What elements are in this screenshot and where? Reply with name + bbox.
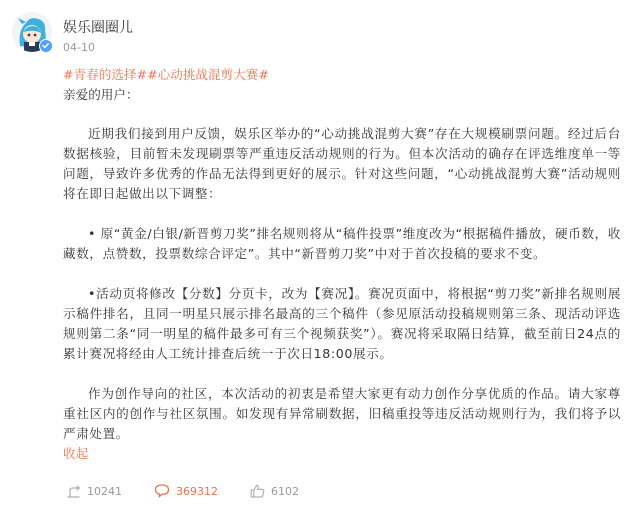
post-greeting: 亲爱的用户：: [63, 87, 139, 102]
post-paragraph: •活动页将修改【分数】分页卡，改为【赛况】。赛况页面中，将根据“剪刀奖”新排名规则展示稿件排名，且同一明星只展示排名最高的三个稿件（参见原活动投稿规则第三条、现活动评选规则第二条“同一明星的稿件最多可有三个视频获奖”）。赛况将采取隔日结算，截至前日24点的累计赛况将经由人工统计排查后统一于次日18:00展示。: [63, 286, 621, 361]
hashtag-link[interactable]: #青春的选择#: [63, 67, 148, 82]
like-button[interactable]: [250, 484, 299, 498]
post-timestamp[interactable]: 04-10: [63, 41, 95, 54]
account-name[interactable]: 娱乐圈圈儿: [63, 20, 133, 36]
post-paragraph: • 原“黄金/白银/新晋剪刀奖”排名规则将从“稿件投票”维度改为“根据稿件播放，硬币数，收藏数，点赞数，投票数综合评定”。其中“新晋剪刀奖”中对于首次投稿的要求不变。: [63, 226, 621, 261]
hashtag-line: [63, 65, 621, 85]
post-actions: [66, 484, 299, 498]
post-body: [63, 65, 621, 464]
comment-button[interactable]: [154, 484, 218, 498]
hashtag-link[interactable]: #心动挑战混剪大赛#: [147, 67, 269, 82]
thumbs-up-icon: [250, 484, 265, 498]
post-paragraph: 作为创作导向的社区，本次活动的初衷是希望大家更有动力创作分享优质的作品。请大家尊重社区内的创作与社区氛围。如发现有异常刷数据，旧稿重投等违反活动规则行为，我们将予以严肃处置。: [63, 386, 621, 441]
comment-count: 369312: [176, 484, 218, 498]
verified-badge-icon: [39, 39, 53, 53]
comment-icon: [154, 484, 170, 498]
post-paragraph: 近期我们接到用户反馈，娱乐区举办的“心动挑战混剪大赛”存在大规模刷票问题。经过后台数据核验，目前暂未发现刷票等严重违反活动规则的行为。但本次活动的确存在评选维度单一等问题，导致许多优秀的作品无法得到更好的展示。针对这些问题，“心动挑战混剪大赛”活动规则将在即日起做出以下调整：: [63, 126, 621, 201]
like-count: 6102: [271, 484, 299, 498]
repost-icon: [66, 485, 81, 498]
repost-count: 10241: [87, 484, 122, 498]
repost-button[interactable]: [66, 485, 122, 498]
collapse-link[interactable]: 收起: [63, 446, 89, 461]
